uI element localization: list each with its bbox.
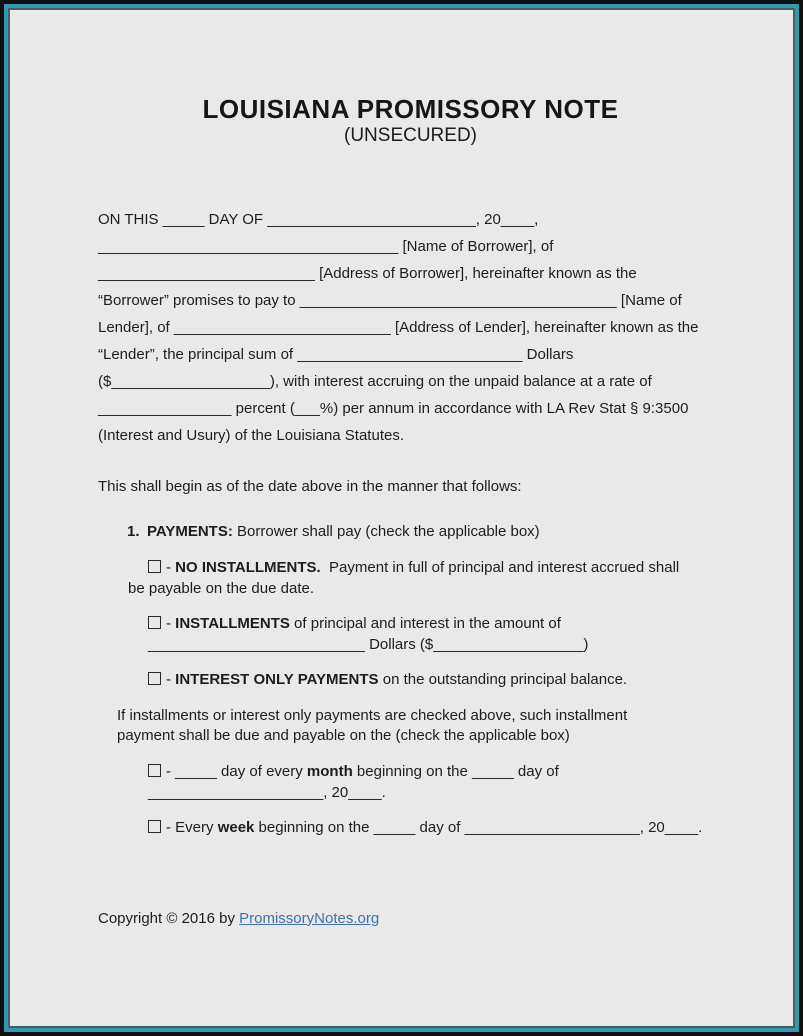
intro-line: ________________ percent (___%) per annum in accordance with LA Rev Stat § 9:3500 — [98, 400, 689, 417]
document-page — [10, 10, 793, 1026]
option-monthly — [148, 761, 723, 803]
intro-line: Lender], of __________________________ [Address of Lender], hereinafter known as the — [98, 319, 699, 336]
option-line — [148, 557, 723, 578]
option-label: week — [217, 819, 255, 836]
document-title: LOUISIANA PROMISSORY NOTE — [202, 94, 619, 124]
option-label: INTEREST ONLY PAYMENTS — [175, 671, 379, 688]
intro-paragraph — [98, 206, 723, 449]
option-pre: - — [166, 671, 176, 688]
checkbox-icon[interactable] — [148, 560, 161, 573]
option-interest-only — [148, 669, 723, 690]
checkbox-icon[interactable] — [148, 820, 161, 833]
option-rest: beginning on the _____ day of — [352, 763, 559, 780]
document-subtitle: (UNSECURED) — [344, 125, 477, 146]
option-rest: of principal and interest in the amount of — [289, 615, 561, 632]
checkbox-icon[interactable] — [148, 672, 161, 685]
note-line: payment shall be due and payable on the (check the applicable box) — [117, 727, 570, 744]
installment-note — [117, 706, 723, 746]
option-pre: - Every — [166, 819, 218, 836]
intro-line: ($___________________), with interest accruing on the unpaid balance at a rate of — [98, 373, 652, 390]
option-line: be payable on the due date. — [128, 580, 314, 597]
option-no-installments — [128, 557, 723, 599]
option-line — [148, 613, 723, 634]
intro-line: (Interest and Usury) of the Louisiana Statutes. — [98, 427, 404, 444]
intro-line: ON THIS _____ DAY OF _________________________, 20____, — [98, 211, 539, 228]
option-pre: - _____ day of every — [166, 763, 307, 780]
option-label: month — [306, 763, 353, 780]
intro-line: ____________________________________ [Name of Borrower], of — [98, 238, 554, 255]
payments-heading-rest: Borrower shall pay (check the applicable box) — [232, 523, 540, 540]
note-line: If installments or interest only payments are checked above, such installment — [117, 707, 628, 724]
option-weekly — [148, 817, 723, 838]
copyright-text: Copyright © 2016 by — [98, 910, 240, 927]
intro-line: “Lender”, the principal sum of ___________________________ Dollars — [98, 346, 574, 363]
option-pre: - — [166, 559, 176, 576]
option-pre: - — [166, 615, 176, 632]
option-rest: Payment in full of principal and interest accrued shall — [320, 559, 680, 576]
intro-line: __________________________ [Address of Borrower], hereinafter known as the — [98, 265, 637, 282]
checkbox-icon[interactable] — [148, 616, 161, 629]
option-label: NO INSTALLMENTS. — [175, 559, 321, 576]
intro-line: “Borrower” promises to pay to ______________________________________ [Name of — [98, 292, 682, 309]
option-rest: on the outstanding principal balance. — [378, 671, 628, 688]
checkbox-icon[interactable] — [148, 764, 161, 777]
option-line — [148, 669, 723, 690]
list-number: 1. — [127, 523, 140, 540]
copyright-line — [98, 909, 723, 929]
option-line — [148, 761, 723, 782]
page-border-inner-line — [8, 8, 795, 1028]
document-content — [10, 10, 793, 929]
option-label: INSTALLMENTS — [175, 615, 290, 632]
payments-heading-label: PAYMENTS: — [147, 523, 233, 540]
title-block — [98, 94, 723, 148]
promissorynotes-link[interactable]: PromissoryNotes.org — [239, 910, 380, 927]
option-line — [148, 817, 723, 838]
page-border-teal — [4, 4, 799, 1032]
payments-heading — [127, 521, 723, 542]
option-line: _____________________, 20____. — [148, 784, 386, 801]
begin-statement: This shall begin as of the date above in the manner that follows: — [98, 478, 522, 495]
option-rest: beginning on the _____ day of _____________________, 20____. — [254, 819, 703, 836]
option-line: __________________________ Dollars ($__________________) — [148, 636, 589, 653]
option-installments — [148, 613, 723, 655]
